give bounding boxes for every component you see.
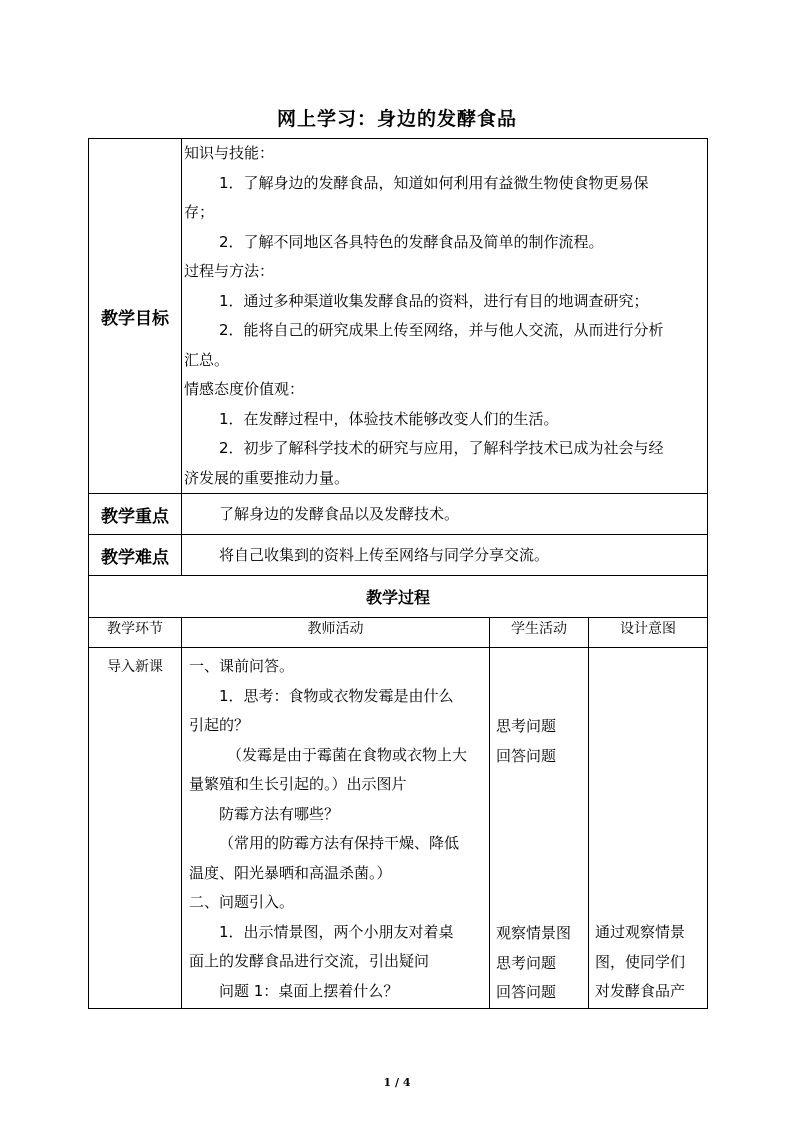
teacher-line: 引起的？: [189, 716, 250, 734]
key-points-row: [89, 494, 708, 535]
student-line: 思考问题: [496, 717, 557, 735]
teacher-line: 问题 1：桌面上摆着什么？: [219, 981, 399, 1000]
teacher-line: （发霉是由于霉菌在食物或衣物上大: [227, 745, 468, 764]
teacher-line: 二、问题引入。: [189, 893, 295, 911]
difficulties-row: [89, 535, 708, 576]
goals-line: 济发展的重要推动力量。: [184, 468, 350, 487]
goals-line: 2．了解不同地区各具特色的发酵食品及简单的制作流程。: [219, 232, 604, 251]
document-title: 网上学习：身边的发酵食品: [276, 108, 517, 130]
student-line: 观察情景图: [496, 924, 572, 942]
student-activity-cell: [490, 648, 589, 1009]
goals-line: 过程与方法：: [184, 262, 275, 280]
goals-line: 知识与技能：: [184, 144, 275, 162]
process-title: 教学过程: [89, 576, 708, 618]
difficulties-label: 教学难点: [89, 535, 182, 576]
stage-cell: 导入新课: [89, 648, 182, 1009]
teacher-line: 面上的发酵食品进行交流，引出疑问: [189, 952, 430, 970]
goals-line: 1．了解身边的发酵食品，知道如何利用有益微生物使食物更易保: [219, 173, 649, 192]
column-header-row: [89, 618, 708, 648]
goals-content: [182, 139, 708, 494]
column-header: 教学环节: [89, 618, 182, 648]
goals-line: 情感态度价值观：: [184, 380, 305, 398]
teacher-activity-cell: [182, 648, 490, 1009]
intent-line: 对发酵食品产: [595, 982, 686, 1000]
column-header: 教师活动: [182, 618, 490, 648]
goals-line: 1．在发酵过程中，体验技术能够改变人们的生活。: [219, 409, 559, 428]
teacher-line: 量繁殖和生长引起的。）出示图片: [189, 775, 407, 793]
column-header: 学生活动: [490, 618, 589, 648]
teacher-line: 1．出示情景图，两个小朋友对着桌: [219, 922, 454, 941]
key-points-text: 了解身边的发酵食品以及发酵技术。: [182, 494, 708, 535]
page-number: 1 / 4: [383, 1076, 411, 1089]
goals-label: 教学目标: [89, 139, 182, 494]
table-row: [89, 648, 708, 1009]
teacher-line: 防霉方法有哪些？: [219, 804, 340, 823]
goals-row: [89, 139, 708, 494]
intent-line: 通过观察情景: [595, 923, 686, 941]
lesson-plan-table: [88, 138, 708, 1009]
student-line: 回答问题: [496, 746, 557, 765]
difficulties-text: 将自己收集到的资料上传至网络与同学分享交流。: [182, 535, 708, 576]
teacher-line: 1．思考：食物或衣物发霉是由什么: [219, 686, 454, 705]
goals-line: 汇总。: [184, 350, 230, 369]
teacher-line: 温度、阳光暴晒和高温杀菌。）: [189, 863, 392, 882]
key-points-label: 教学重点: [89, 494, 182, 535]
student-line: 思考问题: [496, 953, 557, 972]
teacher-line: （常用的防霉方法有保持干燥、降低: [219, 834, 460, 852]
design-intent-cell: [589, 648, 708, 1009]
goals-line: 2．能将自己的研究成果上传至网络，并与他人交流，从而进行分析: [219, 321, 664, 339]
teacher-line: 一、课前问答。: [189, 657, 295, 675]
goals-line: 1．通过多种渠道收集发酵食品的资料，进行有目的地调查研究；: [219, 291, 649, 310]
column-header: 设计意图: [589, 618, 708, 648]
goals-line: 存；: [184, 203, 215, 221]
intent-line: 图，使同学们: [595, 952, 686, 971]
goals-line: 2．初步了解科学技术的研究与应用，了解科学技术已成为社会与经: [219, 439, 664, 457]
student-line: 回答问题: [496, 983, 557, 1001]
process-title-row: [89, 576, 708, 618]
